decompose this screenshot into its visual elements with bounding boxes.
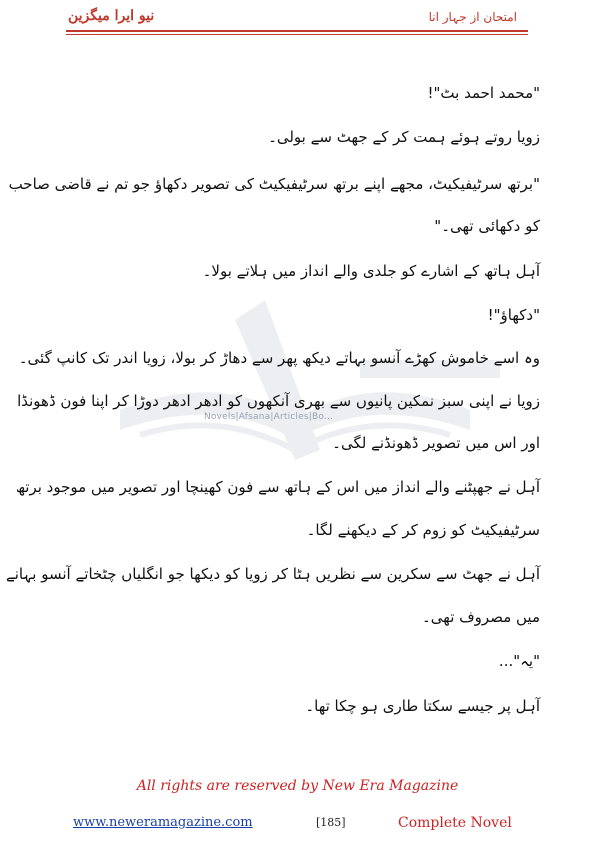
body-line: "برتھ سرٹیفیکیٹ، مجھے اپنے برتھ سرٹیفیکیٹ کی تصویر دکھاؤ جو تم نے قاضی صاحب	[8, 175, 540, 193]
website-link[interactable]: www.neweramagazine.com	[73, 815, 253, 830]
body-line: "یہ"...	[498, 652, 540, 670]
body-line: زویا نے اپنی سبز نمکین پانیوں سے بھری آنکھوں کو ادھر ادھر دوڑا کر اپنا فون ڈھونڈا	[17, 392, 540, 410]
body-line: اور اس میں تصویر ڈھونڈنے لگی۔	[332, 434, 540, 452]
body-line: "محمد احمد بٹ"!	[427, 84, 540, 102]
body-line: آہل ہاتھ کے اشارے کو جلدی والے انداز میں ہلاتے بولا۔	[202, 262, 540, 280]
body-line: کو دکھائی تھی۔"	[434, 217, 540, 235]
body-line: آہل نے جھٹ سے سکرین سے نظریں ہٹا کر زویا کو دیکھا جو انگلیاں چٹخاتے آنسو بہانے	[5, 565, 540, 583]
body-line: زویا روتے ہوئے ہمت کر کے جھٹ سے بولی۔	[268, 128, 540, 146]
rights-notice: All rights are reserved by New Era Magazine	[136, 778, 459, 794]
body-line: سرٹیفیکیٹ کو زوم کر کے دیکھنے لگا۔	[306, 521, 540, 539]
body-line: وہ اسے خاموش کھڑے آنسو بہاتے دیکھ پھر سے دھاڑ کر بولا، زویا اندر تک کانپ گئی۔	[18, 349, 540, 367]
body-line: آہل پر جیسے سکتا طاری ہو چکا تھا۔	[305, 697, 540, 715]
page-number: [185]	[316, 816, 346, 829]
novel-title: امتحان از جہار انا	[428, 10, 517, 24]
body-line: آہل نے جھپٹنے والے انداز میں اس کے ہاتھ سے فون کھینچا اور تصویر میں موجود برتھ	[15, 478, 540, 496]
watermark-text: Novels|Afsana|Articles|Bo...	[204, 412, 334, 422]
body-line: "دکھاؤ"!	[487, 306, 540, 324]
magazine-name: نیو ایرا میگزین	[68, 8, 155, 24]
header-rule-thin	[66, 34, 528, 35]
watermark-pen-icon	[235, 300, 320, 460]
body-line: میں مصروف تھی۔	[421, 608, 540, 626]
header-rule	[66, 30, 528, 32]
footer-label: Complete Novel	[398, 815, 512, 831]
